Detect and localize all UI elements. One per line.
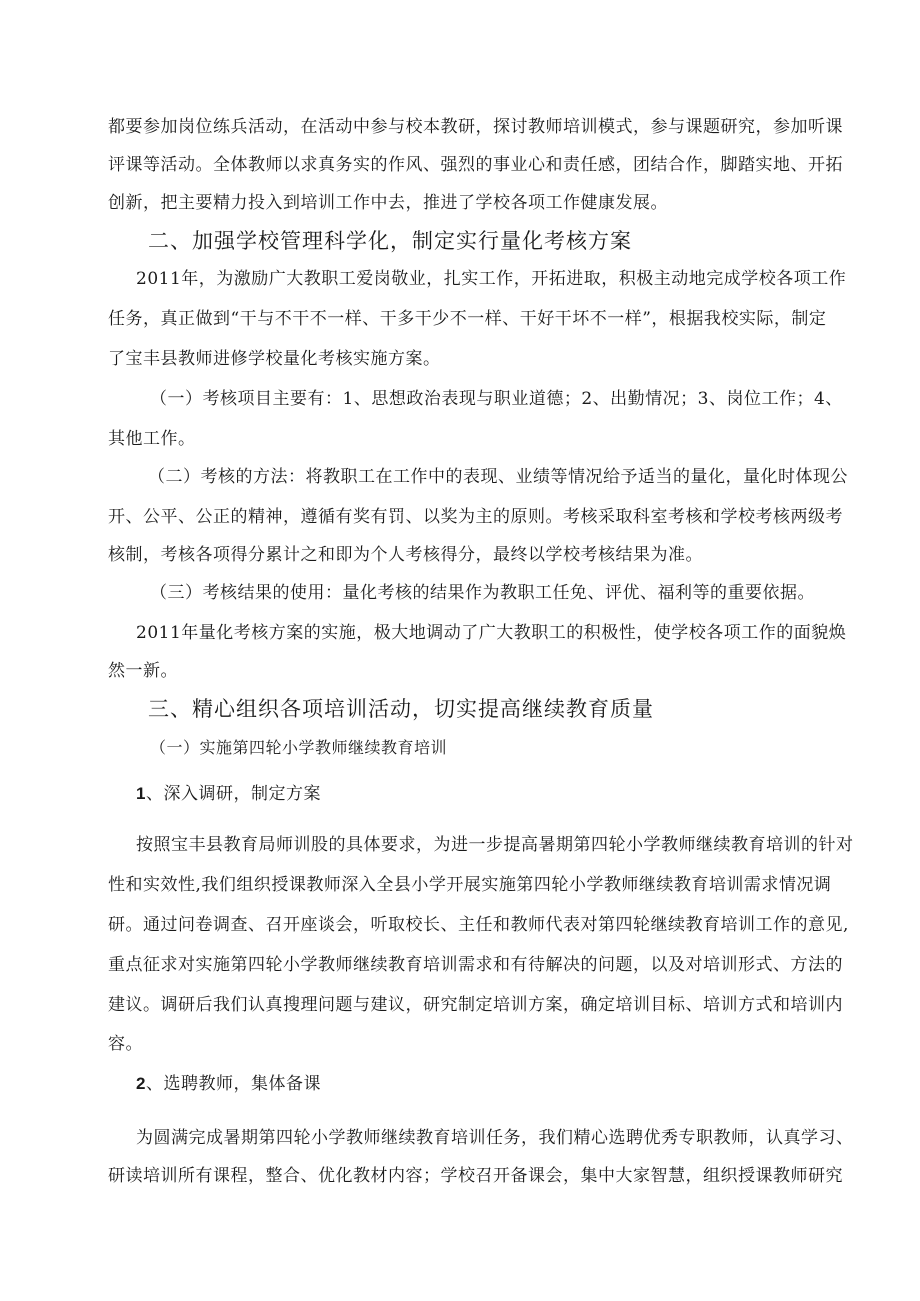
paragraph-line: 2011年，为激励广大教职工爱岗敬业，扎实工作，开拓进取，积极主动地完成学校各项工作 <box>136 269 847 289</box>
list-item-line: 核制，考核各项得分累计之和即为个人考核得分，最终以学校考核结果为准。 <box>108 545 703 565</box>
list-item-line: （三）考核结果的使用：量化考核的结果作为教职工任免、评优、福利等的重要依据。 <box>150 583 815 603</box>
paragraph-line: 重点征求对实施第四轮小学教师继续教育培训需求和有待解决的问题，以及对培训形式、方法的 <box>108 955 843 975</box>
paragraph-line: 了宝丰县教师进修学校量化考核实施方案。 <box>108 349 441 369</box>
list-item-line: 开、公平、公正的精神，遵循有奖有罚、以奖为主的原则。考核采取科室考核和学校考核两级考 <box>108 507 843 527</box>
section-heading-3: 三、精心组织各项培训活动，切实提高继续教育质量 <box>148 697 654 721</box>
paragraph-line: 然一新。 <box>108 661 178 681</box>
step-heading-1 <box>136 784 321 804</box>
paragraph-line: 评课等活动。全体教师以求真务实的作风、强烈的事业心和责任感，团结合作，脚踏实地、开拓 <box>108 155 843 175</box>
paragraph-line: 研。通过问卷调查、召开座谈会，听取校长、主任和教师代表对第四轮继续教育培训工作的意见, <box>108 915 849 935</box>
paragraph-line: 为圆满完成暑期第四轮小学教师继续教育培训任务，我们精心选聘优秀专职教师，认真学习、 <box>136 1128 854 1148</box>
paragraph-line: 创新，把主要精力投入到培训工作中去，推进了学校各项工作健康发展。 <box>108 193 668 213</box>
paragraph-line: 任务，真正做到“干与不干不一样、干多干少不一样、干好干坏不一样”，根据我校实际，制定 <box>108 309 827 329</box>
list-item-line: （一）考核项目主要有：1、思想政治表现与职业道德；2、出勤情况；3、岗位工作；4、 <box>150 389 843 409</box>
paragraph-line: 容。 <box>108 1034 143 1054</box>
paragraph-line: 建议。调研后我们认真搜理问题与建议，研究制定培训方案，确定培训目标、培训方式和培训内 <box>108 995 843 1015</box>
list-item-line: 其他工作。 <box>108 429 196 449</box>
step-title: 、选聘教师，集体备课 <box>145 1074 321 1094</box>
step-number: 2 <box>136 1074 146 1093</box>
paragraph-line: 2011年量化考核方案的实施，极大地调动了广大教职工的积极性，使学校各项工作的面貌焕 <box>136 623 847 643</box>
step-number: 1 <box>136 784 146 803</box>
paragraph-line: 按照宝丰县教育局师训股的具体要求，为进一步提高暑期第四轮小学教师继续教育培训的针对 <box>136 835 854 855</box>
section-heading-2: 二、加强学校管理科学化，制定实行量化考核方案 <box>148 229 632 253</box>
paragraph-line: 研读培训所有课程，整合、优化教材内容；学校召开备课会，集中大家智慧，组织授课教师研究 <box>108 1166 843 1186</box>
list-item-line: （二）考核的方法：将教职工在工作中的表现、业绩等情况给予适当的量化，量化时体现公 <box>148 467 848 487</box>
step-heading-2 <box>136 1074 321 1094</box>
paragraph-line: 都要参加岗位练兵活动，在活动中参与校本教研，探讨教师培训模式，参与课题研究，参加听课 <box>108 117 843 137</box>
step-title: 、深入调研，制定方案 <box>145 784 321 804</box>
paragraph-line: 性和实效性,我们组织授课教师深入全县小学开展实施第四轮小学教师继续教育培训需求情况调 <box>108 875 832 895</box>
subsection-heading: （一）实施第四轮小学教师继续教育培训 <box>150 738 448 757</box>
